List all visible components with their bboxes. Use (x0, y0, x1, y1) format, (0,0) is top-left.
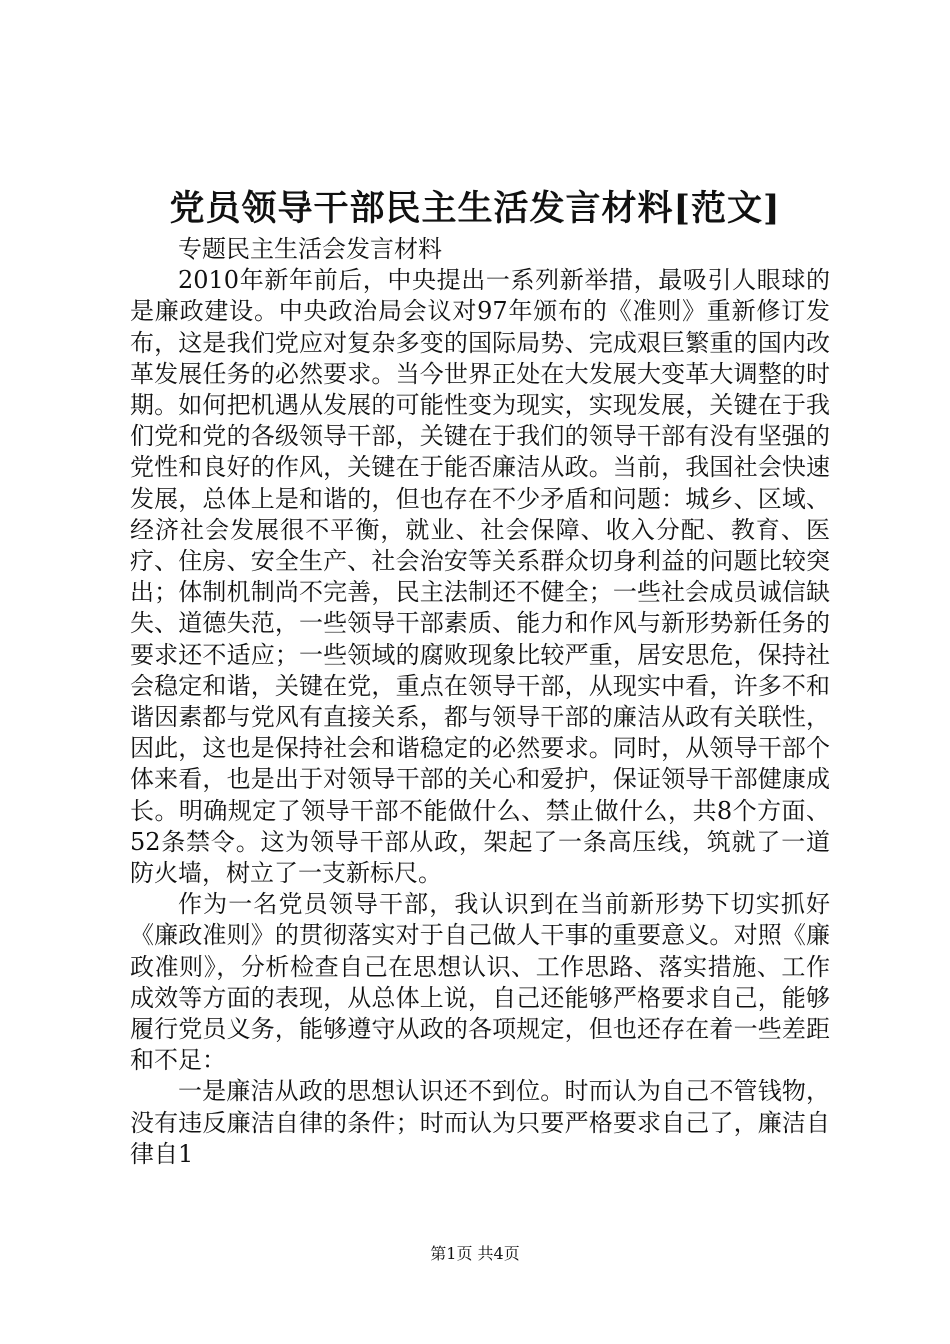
paragraph-intro: 2010年新年前后，中央提出一系列新举措，最吸引人眼球的是廉政建设。中央政治局会议对97年颁布的《准则》重新修订发布，这是我们党应对复杂多变的国际局势、完成艰巨繁重的国内改革发展任务的必然要求。当今世界正处在大发展大变革大调整的时期。如何把机遇从发展的可能性变为现实，实现发展，关键在于我们党和党的各级领导干部，关键在于我们的领导干部有没有坚强的党性和良好的作风，关键在于能否廉洁从政。当前，我国社会快速发展，总体上是和谐的，但也存在不少矛盾和问题：城乡、区域、经济社会发展很不平衡，就业、社会保障、收入分配、教育、医疗、住房、安全生产、社会治安等关系群众切身利益的问题比较突出；体制机制尚不完善，民主法制还不健全；一些社会成员诚信缺失、道德失范，一些领导干部素质、能力和作风与新形势新任务的要求还不适应；一些领域的腐败现象比较严重，居安思危，保持社会稳定和谐，关键在党，重点在领导干部，从现实中看，许多不和谐因素都与党风有直接关系，都与领导干部的廉洁从政有关联性，因此，这也是保持社会和谐稳定的必然要求。同时，从领导干部个体来看，也是出于对领导干部的关心和爱护，保证领导干部健康成长。明确规定了领导干部不能做什么、禁止做什么，共8个方面、52条禁令。这为领导干部从政，架起了一条高压线，筑就了一道防火墙，树立了一支新标尺。 (130, 266, 830, 888)
paragraph-subtitle: 专题民主生活会发言材料 (178, 235, 442, 263)
document-title: 党员领导干部民主生活发言材料[范文] (169, 188, 781, 229)
paragraph-self-review: 作为一名党员领导干部，我认识到在当前新形势下切实抓好《廉政准则》的贯彻落实对于自己做人干事的重要意义。对照《廉政准则》，分析检查自己在思想认识、工作思路、落实措施、工作成效等方面的表现，从总体上说，自己还能够严格要求自己，能够履行党员义务，能够遵守从政的各项规定，但也还存在着一些差距和不足： (130, 890, 830, 1075)
paragraph-point-one: 一是廉洁从政的思想认识还不到位。时而认为自己不管钱物，没有违反廉洁自律的条件；时而认为只要严格要求自己了，廉洁自律自1 (130, 1077, 830, 1168)
document-body (130, 234, 830, 1170)
page-footer: 第1页 共4页 (430, 1244, 520, 1263)
